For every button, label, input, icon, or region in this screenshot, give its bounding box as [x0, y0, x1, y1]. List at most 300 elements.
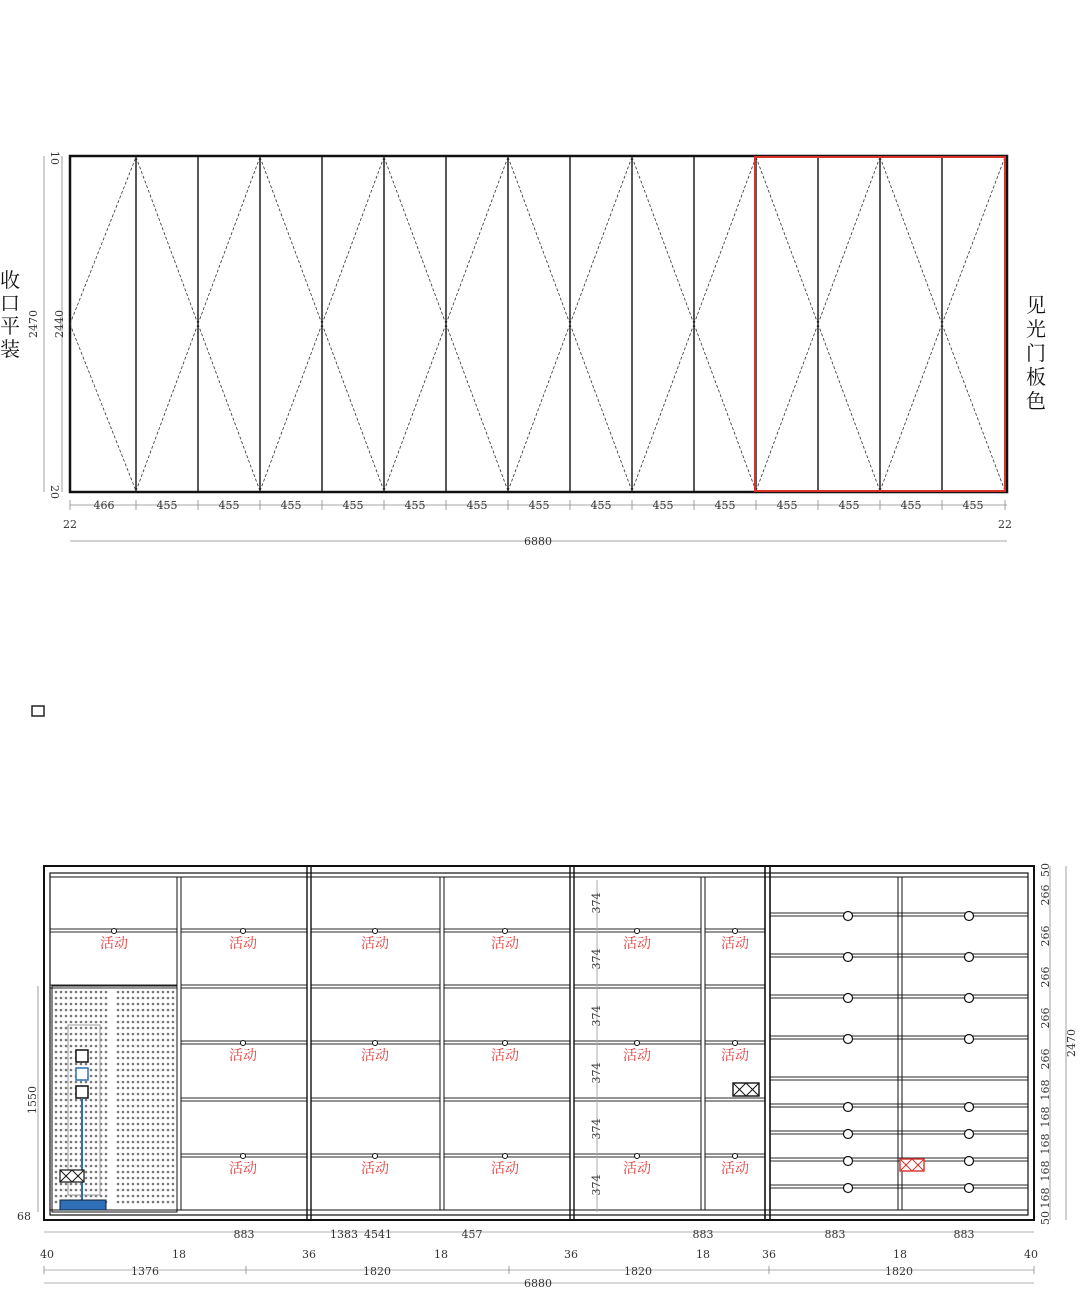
peg-hole [55, 1129, 58, 1132]
peg-hole [90, 1129, 93, 1132]
door-swing-line [756, 157, 818, 324]
right-dim-label: 168 [1039, 1133, 1052, 1155]
shelf [181, 985, 307, 988]
peg-hole [172, 1105, 175, 1108]
peg-hole [172, 1129, 175, 1132]
peg-hole [85, 1039, 88, 1042]
peg-hole [90, 1075, 93, 1078]
peg-hole [142, 1105, 145, 1108]
peg-hole [167, 1087, 170, 1090]
peg-hole [122, 1141, 125, 1144]
peg-hole [122, 1087, 125, 1090]
top-elevation [0, 151, 1046, 548]
peg-hole [70, 1189, 73, 1192]
peg-hole [55, 1027, 58, 1030]
tool-hook-icon [76, 1068, 88, 1080]
peg-hole [167, 1015, 170, 1018]
peg-hole [127, 1093, 130, 1096]
peg-hole [162, 1021, 165, 1024]
peg-hole [137, 1189, 140, 1192]
peg-hole [117, 1069, 120, 1072]
right-dim-label: 50 [1039, 1211, 1052, 1225]
peg-hole [152, 1195, 155, 1198]
shelf [574, 985, 701, 988]
peg-hole [70, 1099, 73, 1102]
shelf-pin-icon [503, 929, 508, 934]
peg-hole [95, 1159, 98, 1162]
peg-hole [100, 997, 103, 1000]
peg-hole [55, 1123, 58, 1126]
peg-hole [117, 1075, 120, 1078]
drawer-line [770, 1131, 1028, 1134]
peg-hole [137, 1165, 140, 1168]
peg-hole [122, 1069, 125, 1072]
peg-hole [137, 1057, 140, 1060]
peg-hole [75, 1147, 78, 1150]
peg-hole [105, 1009, 108, 1012]
drawer-knob-icon [844, 994, 853, 1003]
peg-hole [167, 1039, 170, 1042]
peg-hole [142, 997, 145, 1000]
panel-width-label: 455 [218, 499, 240, 512]
peg-hole [80, 1027, 83, 1030]
peg-hole [117, 1027, 120, 1030]
peg-hole [137, 1153, 140, 1156]
shelf-dim-label: 374 [590, 1062, 603, 1084]
peg-hole [60, 1123, 63, 1126]
peg-hole [60, 1183, 63, 1186]
shelf-pin-icon [373, 929, 378, 934]
peg-hole [60, 1045, 63, 1048]
peg-hole [55, 1075, 58, 1078]
peg-hole [147, 1123, 150, 1126]
peg-hole [132, 1075, 135, 1078]
peg-hole [55, 1045, 58, 1048]
peg-hole [127, 1123, 130, 1126]
peg-hole [147, 1057, 150, 1060]
peg-hole [142, 1033, 145, 1036]
peg-hole [137, 1129, 140, 1132]
door-swing-line [260, 157, 322, 324]
peg-hole [172, 1141, 175, 1144]
peg-hole [117, 1045, 120, 1048]
peg-hole [167, 1177, 170, 1180]
peg-hole [55, 1195, 58, 1198]
peg-hole [70, 1123, 73, 1126]
peg-hole [95, 1087, 98, 1090]
width-dim-label: 883 [824, 1228, 846, 1241]
peg-hole [95, 1015, 98, 1018]
peg-hole [157, 1069, 160, 1072]
peg-hole [90, 1087, 93, 1090]
peg-hole [162, 1093, 165, 1096]
peg-hole [127, 1045, 130, 1048]
peg-hole [152, 1117, 155, 1120]
peg-hole [152, 1075, 155, 1078]
peg-hole [90, 1093, 93, 1096]
peg-hole [55, 1039, 58, 1042]
peg-hole [162, 1201, 165, 1204]
peg-hole [100, 1015, 103, 1018]
peg-hole [122, 1099, 125, 1102]
edge-dim-right: 22 [998, 518, 1012, 531]
peg-hole [117, 1063, 120, 1066]
door-swing-line [384, 157, 446, 324]
peg-hole [152, 1051, 155, 1054]
shelf-dim-label: 374 [590, 948, 603, 970]
peg-hole [142, 1069, 145, 1072]
peg-hole [147, 1003, 150, 1006]
peg-hole [65, 1021, 68, 1024]
door-swing-line [694, 157, 756, 324]
peg-hole [152, 1027, 155, 1030]
peg-hole [75, 1153, 78, 1156]
peg-hole [55, 1087, 58, 1090]
peg-hole [65, 997, 68, 1000]
peg-hole [152, 1159, 155, 1162]
peg-hole [105, 1153, 108, 1156]
peg-hole [142, 1099, 145, 1102]
peg-hole [122, 1003, 125, 1006]
peg-hole [75, 1003, 78, 1006]
peg-hole [147, 1081, 150, 1084]
peg-hole [172, 1081, 175, 1084]
peg-hole [152, 1135, 155, 1138]
peg-hole [105, 1063, 108, 1066]
peg-hole [60, 991, 63, 994]
peg-hole [85, 1009, 88, 1012]
peg-hole [147, 1153, 150, 1156]
peg-hole [122, 1063, 125, 1066]
peg-hole [65, 1039, 68, 1042]
peg-hole [162, 991, 165, 994]
peg-hole [167, 1009, 170, 1012]
peg-hole [95, 1135, 98, 1138]
peg-hole [75, 1045, 78, 1048]
peg-hole [105, 1081, 108, 1084]
peg-hole [70, 1153, 73, 1156]
peg-hole [167, 1033, 170, 1036]
peg-hole [167, 1201, 170, 1204]
peg-hole [157, 1135, 160, 1138]
width-dim-label: 4541 [364, 1228, 392, 1241]
movable-label: 活动 [229, 936, 257, 952]
peg-hole [147, 1135, 150, 1138]
peg-hole [147, 1111, 150, 1114]
peg-hole [172, 1015, 175, 1018]
peg-hole [75, 1141, 78, 1144]
peg-hole [60, 1075, 63, 1078]
peg-hole [147, 1141, 150, 1144]
peg-hole [137, 1111, 140, 1114]
left-note-char: 平 [0, 314, 20, 338]
peg-hole [65, 1135, 68, 1138]
shelf [311, 1098, 440, 1101]
peg-hole [122, 1039, 125, 1042]
peg-hole [75, 1123, 78, 1126]
movable-shelf-labels [100, 929, 749, 1178]
peg-hole [147, 1189, 150, 1192]
peg-hole [132, 1033, 135, 1036]
peg-hole [105, 1189, 108, 1192]
peg-hole [142, 1063, 145, 1066]
movable-label: 活动 [721, 1161, 749, 1177]
peg-hole [147, 1201, 150, 1204]
peg-hole [105, 1093, 108, 1096]
peg-hole [70, 1033, 73, 1036]
width-dim-label: 883 [692, 1228, 714, 1241]
peg-hole [60, 1141, 63, 1144]
drawer-knob-icon [965, 1035, 974, 1044]
peg-hole [105, 1177, 108, 1180]
peg-hole [167, 1141, 170, 1144]
peg-hole [142, 1165, 145, 1168]
cabinet-frame [44, 866, 1034, 1220]
shelf-pin-icon [241, 1154, 246, 1159]
peg-hole [105, 1183, 108, 1186]
peg-hole [60, 1189, 63, 1192]
peg-hole [127, 1183, 130, 1186]
peg-hole [137, 1003, 140, 1006]
peg-hole [117, 1183, 120, 1186]
peg-hole [142, 1075, 145, 1078]
peg-hole [70, 1075, 73, 1078]
peg-hole [122, 1117, 125, 1120]
peg-hole [90, 1039, 93, 1042]
peg-hole [105, 1015, 108, 1018]
peg-hole [95, 1051, 98, 1054]
peg-hole [95, 1075, 98, 1078]
peg-hole [70, 1165, 73, 1168]
peg-hole [75, 1105, 78, 1108]
shelves [50, 929, 765, 1157]
right-dim-label: 168 [1039, 1160, 1052, 1182]
peg-hole [95, 1057, 98, 1060]
peg-hole [167, 991, 170, 994]
peg-hole [142, 1171, 145, 1174]
peg-hole [70, 1057, 73, 1060]
peg-hole [85, 1105, 88, 1108]
door-swing-line [756, 324, 818, 491]
peg-hole [132, 1087, 135, 1090]
peg-hole [127, 1201, 130, 1204]
peg-hole [55, 1159, 58, 1162]
peg-hole [105, 1033, 108, 1036]
peg-hole [147, 1039, 150, 1042]
peg-hole [90, 1009, 93, 1012]
peg-hole [85, 1021, 88, 1024]
offset-dim-label: 36 [564, 1248, 578, 1261]
peg-hole [117, 1201, 120, 1204]
peg-hole [117, 1099, 120, 1102]
peg-hole [162, 1141, 165, 1144]
panel-width-label: 455 [280, 499, 302, 512]
peg-hole [142, 1087, 145, 1090]
peg-hole [127, 1033, 130, 1036]
peg-hole [122, 1081, 125, 1084]
peg-hole [147, 1087, 150, 1090]
peg-hole [65, 1015, 68, 1018]
peg-hole [132, 1165, 135, 1168]
peg-hole [95, 1141, 98, 1144]
peg-hole [105, 1105, 108, 1108]
peg-hole [65, 1183, 68, 1186]
peg-hole [65, 1069, 68, 1072]
peg-hole [117, 1177, 120, 1180]
peg-hole [142, 1009, 145, 1012]
peg-hole [117, 1141, 120, 1144]
peg-hole [100, 1003, 103, 1006]
peg-hole [142, 1027, 145, 1030]
peg-hole [90, 1081, 93, 1084]
section-dim-label: 1376 [131, 1265, 159, 1278]
movable-label: 活动 [361, 936, 389, 952]
offset-dim-label: 18 [172, 1248, 186, 1261]
shelf-dim-label: 374 [590, 1005, 603, 1027]
drawer-line [770, 1036, 1028, 1039]
peg-hole [75, 1159, 78, 1162]
peg-hole [157, 1099, 160, 1102]
peg-hole [167, 1063, 170, 1066]
peg-hole [90, 1111, 93, 1114]
peg-hole [105, 1159, 108, 1162]
peg-hole [60, 1099, 63, 1102]
peg-hole [157, 1039, 160, 1042]
peg-hole [137, 1051, 140, 1054]
peg-hole [167, 1123, 170, 1126]
peg-hole [117, 1111, 120, 1114]
door-swing-line [322, 324, 384, 491]
shelf-dim-label: 374 [590, 892, 603, 914]
peg-hole [122, 1075, 125, 1078]
peg-hole [162, 1123, 165, 1126]
peg-hole [117, 1003, 120, 1006]
panel-width-label: 455 [404, 499, 426, 512]
peg-hole [167, 1021, 170, 1024]
peg-hole [75, 1135, 78, 1138]
peg-hole [65, 1051, 68, 1054]
peg-hole [137, 1027, 140, 1030]
peg-hole [132, 1081, 135, 1084]
movable-label: 活动 [721, 1048, 749, 1064]
peg-hole [157, 1027, 160, 1030]
peg-hole [147, 1021, 150, 1024]
peg-hole [157, 1123, 160, 1126]
left-note-char: 装 [0, 337, 20, 361]
peg-hole [105, 1147, 108, 1150]
peg-hole [172, 1123, 175, 1126]
peg-hole [95, 1033, 98, 1036]
peg-hole [137, 1075, 140, 1078]
peg-hole [117, 1105, 120, 1108]
peg-hole [137, 1099, 140, 1102]
peg-hole [90, 1099, 93, 1102]
peg-hole [132, 1057, 135, 1060]
peg-hole [55, 1111, 58, 1114]
shelf-pin-icon [373, 1041, 378, 1046]
door-swing-line [446, 157, 508, 324]
movable-label: 活动 [100, 936, 128, 952]
peg-hole [55, 1153, 58, 1156]
peg-hole [132, 1129, 135, 1132]
peg-hole [85, 1015, 88, 1018]
peg-hole [147, 1075, 150, 1078]
peg-hole [152, 1111, 155, 1114]
peg-hole [147, 997, 150, 1000]
peg-hole [132, 997, 135, 1000]
peg-hole [117, 1147, 120, 1150]
door-swing-line [942, 157, 1005, 324]
right-dim-label: 168 [1039, 1079, 1052, 1101]
peg-hole [137, 1135, 140, 1138]
peg-hole [95, 1003, 98, 1006]
peg-hole [147, 1015, 150, 1018]
peg-hole [55, 1117, 58, 1120]
peg-hole [75, 1039, 78, 1042]
peg-hole [75, 1033, 78, 1036]
peg-hole [127, 1153, 130, 1156]
peg-hole [90, 1183, 93, 1186]
left-note-char: 收 [0, 268, 20, 292]
peg-hole [60, 1153, 63, 1156]
peg-hole [137, 1183, 140, 1186]
peg-hole [162, 1075, 165, 1078]
peg-hole [75, 1183, 78, 1186]
peg-hole [90, 1021, 93, 1024]
peg-hole [55, 1177, 58, 1180]
peg-hole [55, 1165, 58, 1168]
peg-hole [95, 1147, 98, 1150]
door-frame [70, 156, 1007, 492]
peg-hole [157, 1189, 160, 1192]
peg-hole [75, 1099, 78, 1102]
peg-hole [172, 1153, 175, 1156]
peg-hole [137, 1063, 140, 1066]
peg-hole [55, 1063, 58, 1066]
peg-hole [90, 991, 93, 994]
peg-hole [167, 1159, 170, 1162]
peg-hole [172, 1135, 175, 1138]
door-swing-line [70, 324, 136, 491]
peg-hole [167, 1111, 170, 1114]
peg-hole [142, 1021, 145, 1024]
offset-dims-row2 [40, 1248, 1038, 1261]
shelf-pin-icon [733, 1154, 738, 1159]
peg-hole [70, 1135, 73, 1138]
peg-hole [147, 1045, 150, 1048]
peg-hole [152, 1105, 155, 1108]
peg-hole [127, 1141, 130, 1144]
peg-hole [90, 1177, 93, 1180]
peg-hole [85, 1117, 88, 1120]
peg-hole [117, 1189, 120, 1192]
peg-hole [70, 1159, 73, 1162]
peg-hole [90, 1069, 93, 1072]
door-swing-line [136, 157, 198, 324]
peg-hole [95, 1039, 98, 1042]
peg-hole [60, 1057, 63, 1060]
peg-hole [127, 1135, 130, 1138]
peg-hole [85, 1135, 88, 1138]
peg-hole [172, 997, 175, 1000]
width-dim-label: 457 [461, 1228, 483, 1241]
peg-hole [137, 1117, 140, 1120]
drawer-knob-icon [844, 1103, 853, 1112]
peg-hole [152, 1063, 155, 1066]
peg-hole [117, 1171, 120, 1174]
right-dim-label: 50 [1039, 863, 1052, 877]
peg-hole [105, 1003, 108, 1006]
